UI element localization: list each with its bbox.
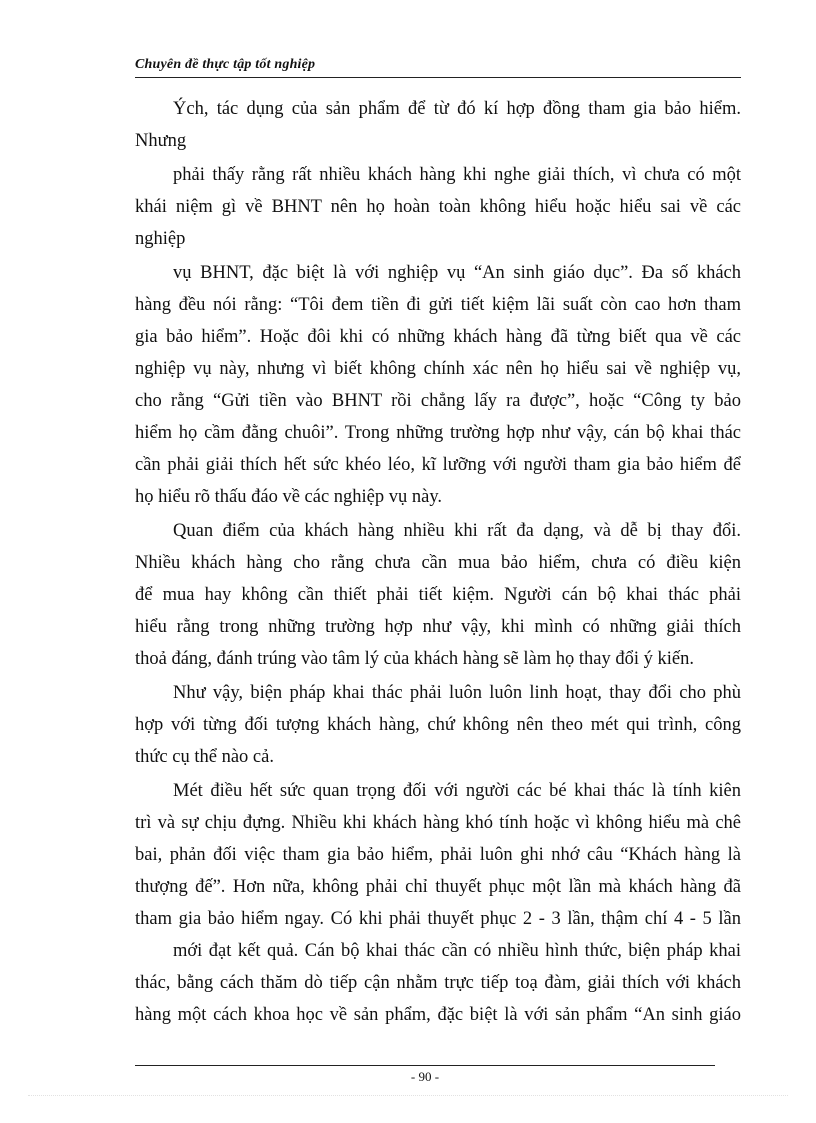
paragraph-line: Nhưng — [135, 131, 187, 151]
paragraph-line: phải thấy rằng rất nhiều khách hàng khi nghe giải thích, vì chưa có một — [173, 165, 741, 185]
paragraph-line: nghiệp — [135, 229, 186, 249]
page-bottom-border — [28, 1095, 788, 1096]
header-divider — [135, 77, 741, 78]
running-header-title: Chuyên đề thực tập tốt nghiệp — [135, 57, 316, 72]
paragraph-line: họ hiểu rõ thấu đáo về các nghiệp vụ này. — [135, 487, 443, 507]
paragraph-line: cho rằng “Gửi tiền vào BHNT rồi chẳng lấy ra được”, hoặc “Công ty bảo — [135, 391, 741, 411]
paragraph-line: Quan điểm của khách hàng nhiều khi rất đa dạng, và dễ bị thay đổi. — [173, 521, 741, 541]
paragraph-line: thức cụ thể nào cả. — [135, 747, 274, 767]
paragraph-line: nghiệp vụ này, nhưng vì biết không chính xác nên họ hiểu sai về nghiệp vụ, — [135, 359, 741, 379]
paragraph-line: hiểm họ cầm đằng chuôi”. Trong những trường hợp như vậy, cán bộ khai thác — [135, 423, 741, 443]
paragraph-line: gia bảo hiểm”. Hoặc đôi khi có những khách hàng đã từng biết qua về các — [135, 327, 741, 347]
paragraph-line: mới đạt kết quả. Cán bộ khai thác cần có nhiều hình thức, biện pháp khai — [173, 941, 741, 961]
paragraph-line: hợp với từng đối tượng khách hàng, chứ không nên theo mét qui trình, công — [135, 715, 741, 735]
page-number: - 90 - — [410, 1069, 440, 1084]
paragraph-line: Nhiều khách hàng cho rằng chưa cần mua bảo hiểm, chưa có điều kiện — [135, 553, 741, 573]
paragraph-line: vụ BHNT, đặc biệt là với nghiệp vụ “An sinh giáo dục”. Đa số khách — [173, 263, 741, 283]
paragraph-line: cần phải giải thích hết sức khéo léo, kĩ lưỡng với người tham gia bảo hiểm để — [135, 455, 741, 475]
paragraph-line: Như vậy, biện pháp khai thác phải luôn luôn linh hoạt, thay đổi cho phù — [173, 683, 741, 703]
footer-divider — [135, 1065, 715, 1066]
paragraph-line: tham gia bảo hiểm ngay. Có khi phải thuyết phục 2 - 3 lần, thậm chí 4 - 5 lần — [135, 909, 741, 929]
paragraph-line: thượng đế”. Hơn nữa, không phải chỉ thuyết phục một lần mà khách hàng đã — [135, 877, 741, 897]
paragraph-line: Mét điều hết sức quan trọng đối với người các bé khai thác là tính kiên — [173, 781, 741, 801]
paragraph-line: hàng đều nói rằng: “Tôi đem tiền đi gửi tiết kiệm lãi suất còn cao hơn tham — [135, 295, 741, 315]
paragraph-line: thoả đáng, đánh trúng vào tâm lý của khách hàng sẽ làm họ thay đổi ý kiến. — [135, 649, 694, 669]
paragraph-line: khái niệm gì về BHNT nên họ hoàn toàn không hiểu hoặc hiểu sai về các — [135, 197, 741, 217]
paragraph-line: trì và sự chịu đựng. Nhiều khi khách hàng khó tính hoặc vì không hiểu mà chê — [135, 813, 741, 833]
paragraph-line: để mua hay không cần thiết phải tiết kiệm. Người cán bộ khai thác phải — [135, 585, 741, 605]
paragraph-line: hiểu rằng trong những trường hợp như vậy, khi mình có những giải thích — [135, 617, 741, 637]
paragraph-line: bai, phản đối việc tham gia bảo hiểm, phải luôn ghi nhớ câu “Khách hàng là — [135, 845, 741, 865]
paragraph-line: Ých, tác dụng của sản phẩm để từ đó kí hợp đồng tham gia bảo hiểm. — [173, 99, 741, 119]
paragraph-line: thác, bằng cách thăm dò tiếp cận nhằm trực tiếp toạ đàm, giải thích với khách — [135, 973, 741, 993]
paragraph-line: hàng một cách khoa học về sản phẩm, đặc biệt là với sản phẩm “An sinh giáo — [135, 1005, 741, 1025]
